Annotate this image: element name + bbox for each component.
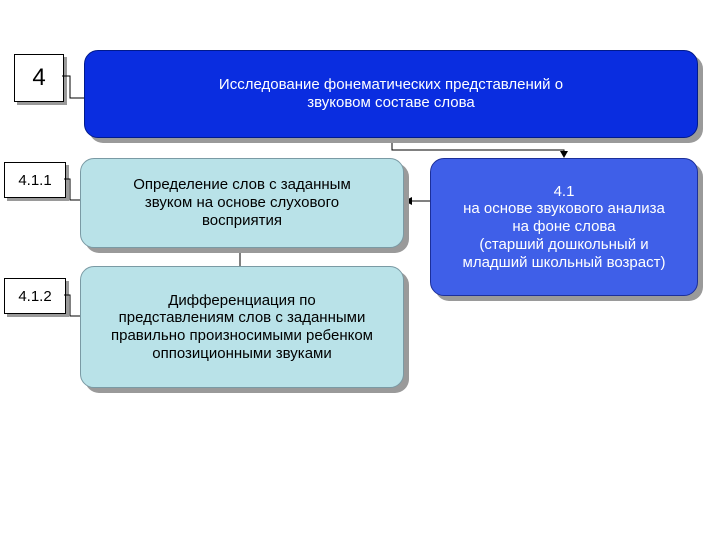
connector-4-1-1 (64, 179, 80, 200)
connector-main-to-4-1 (392, 138, 564, 156)
label-4-1-1-text: 4.1.1 (18, 171, 52, 189)
arrow-head-4-1 (560, 151, 568, 158)
label-4-1-2-text: 4.1.2 (18, 287, 52, 305)
box-4-1 (430, 158, 698, 296)
box-4-1-1 (80, 158, 404, 248)
connector-4-1-2 (64, 295, 80, 316)
main-box-text: Исследование фонематических представлений о звуковом составе слова (218, 76, 564, 111)
box-4-1-text: 4.1 на основе звукового анализа на фоне слова (старший дошкольный и младший школьный возраст) (462, 182, 666, 271)
main-box (84, 50, 698, 138)
arrow-head-4-1-1 (404, 197, 412, 205)
box-4-1-2 (80, 266, 404, 388)
box-4-1-1-text: Определение слов с заданным звуком на основе слухового восприятия (133, 176, 351, 229)
label-4-text: 4 (32, 64, 46, 91)
connector-4 (62, 76, 84, 98)
box-4-1-2-text: Дифференциация по представлениям слов с заданными правильно произносимыми ребенком оппозиционными звуками (111, 291, 373, 362)
